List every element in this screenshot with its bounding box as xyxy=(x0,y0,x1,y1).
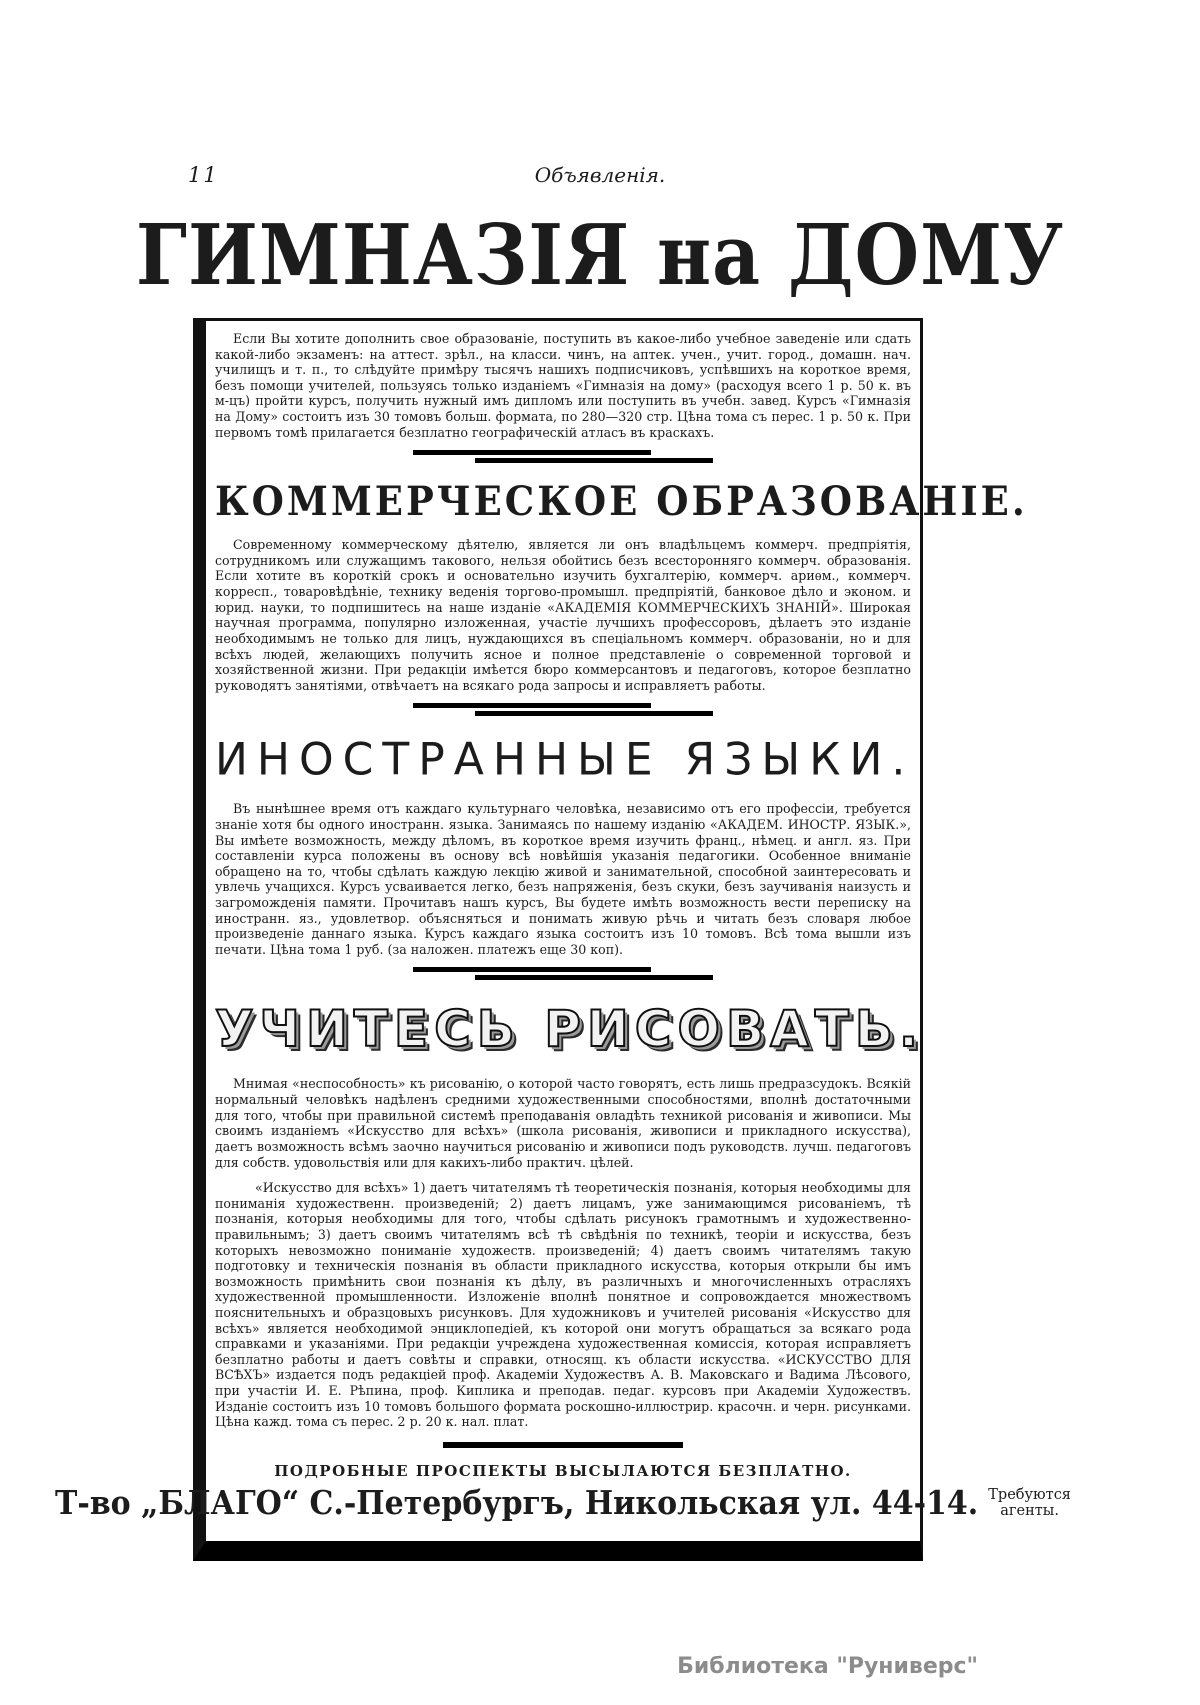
divider-bar xyxy=(413,450,651,455)
agents-line-2: агенты. xyxy=(1000,1503,1059,1520)
divider-bar xyxy=(475,975,713,980)
heading-commerce-education: КОММЕРЧЕСКОЕ ОБРАЗОВАНІЕ. xyxy=(215,477,1028,526)
heading-learn-to-draw: УЧИТЕСЬ РИСОВАТЬ. xyxy=(215,1000,924,1059)
section-divider xyxy=(413,450,713,463)
languages-paragraph: Въ нынѣшнее время отъ каждаго культурнаго человѣка, независимо отъ его профессіи, требуется знаніе хотя бы одного иностранн. языка. Занимаясь по нашему изданію «АКАДЕМ. ИНОСТР. ЯЗЫК.», Вы имѣете возможность, между дѣломъ, въ короткое время изучить франц., нѣмец. и англ. яз. При составленіи курса положены въ основу всѣ новѣйшія указанія педагогики. Особенное вниманіе обращено на то, чтобы сдѣлать каждую лекцію живой и занимательной, способной заинтересовать и увлечь учащихся. Курсъ усваивается легко, безъ напряженія, безъ скуки, безъ заучиванія наизусть и загроможденія памяти. Прочитавъ нашъ курсъ, Вы будете имѣть возможность вести переписку на иностранн. яз., удовлетвор. объясняться и понимать живую рѣчь и читать безъ словаря любое произведеніе даннаго языка. Курсъ каждаго языка состоитъ изъ 10 томовъ. Всѣ тома вышли изъ печати. Цѣна тома 1 руб. (за наложен. платежъ еще 30 коп). xyxy=(215,801,911,957)
section-divider xyxy=(413,967,713,980)
agents-line-1: Требуются xyxy=(988,1486,1071,1503)
ad-main-title: ГИМНАЗІЯ на ДОМУ xyxy=(135,208,1065,305)
running-head xyxy=(0,163,1200,189)
library-watermark: Библиотека "Руниверс" xyxy=(677,1654,978,1679)
publisher-row xyxy=(55,1484,1071,1523)
section-divider xyxy=(413,703,713,716)
prospects-line: ПОДРОБНЫЕ ПРОСПЕКТЫ ВЫСЫЛАЮТСЯ БЕЗПЛАТНО. xyxy=(274,1461,852,1480)
heading-foreign-languages: ИНОСТРАННЫЕ ЯЗЫКИ. xyxy=(215,733,915,786)
drawing-paragraph-2: «Искусство для всѣхъ» 1) даетъ читателямъ тѣ теоретическія познанія, которыя необходимы для пониманія художественн. произведеній; 2) даетъ лицамъ, уже занимающимся рисованіемъ, тѣ познанія, которыя необходимы для того, чтобы сдѣлать рисунокъ грамотнымъ и художественно-правильнымъ; 3) даетъ своимъ читателямъ всѣ тѣ свѣдѣнія по техникѣ, теоріи и искусства, безъ которыхъ невозможно пониманіе художеств. произведеній; 4) даетъ своимъ читателямъ такую подготовку и техническія познанія въ области прикладного искусства, которыя открыли бы имъ возможность примѣнить свои познанія къ дѣлу, въ различныхъ и многочисленныхъ отрасляхъ художественной промышленности. Изложеніе вполнѣ понятное и сопровождается множествомъ пояснительныхъ и образцовыхъ рисунковъ. Для художниковъ и учителей рисованія «Искусство для всѣхъ» является необходимой энциклопедіей, къ которой они могутъ обращаться за всякаго рода справками и указаніями. При редакціи учреждена художественная комиссія, которая исправляетъ безплатно работы и даетъ совѣты и справки, относящ. къ области искусства. «ИСКУССТВО ДЛЯ ВСѢХЪ» издается подъ редакціей проф. Академіи Художествъ А. В. Маковскаго и Вадима Лѣсового, при участіи И. Е. Рѣпина, проф. Киплика и преподав. педаг. курсовъ при Академіи Художествъ. Изданіе состоитъ изъ 10 томовъ большого формата роскошно-иллюстрир. красочн. и черн. рисунками. Цѣна кажд. тома съ перес. 2 р. 20 к. нал. плат. xyxy=(215,1180,911,1430)
running-title: Объявленія. xyxy=(534,163,666,187)
divider-bar xyxy=(475,711,713,716)
commerce-paragraph: Современному коммерческому дѣятелю, является ли онъ владѣльцемъ коммерч. предпріятія, сотрудникомъ или служащимъ такового, нельзя обойтись безъ всесторонняго коммерч. образованія. Если хотите въ короткій срокъ и основательно изучить бухгалтерію, коммерч. ариѳм., коммерч. корресп., товаровѣдѣніе, технику веденія торгово-промышл. предпріятій, банковое дѣло и эконом. и юрид. науки, то подпишитесь на наше изданіе «АКАДЕМІЯ КОММЕРЧЕСКИХЪ ЗНАНІЙ». Широкая научная программа, популярно изложенная, участіе лучшихъ профессоровъ, дѣлаетъ это изданіе необходимымъ не только для лицъ, нуждающихся въ спеціальномъ коммерч. образованіи, но и для всѣхъ людей, желающихъ получить ясное и полное представленіе о современной торговой и хозяйственной жизни. При редакціи имѣется бюро коммерсантовъ и педагоговъ, которое безплатно руководятъ занятіями, отвѣчаетъ на всякаго рода запросы и исправляетъ работы. xyxy=(215,537,911,693)
page-number: 11 xyxy=(188,163,219,187)
divider-bar xyxy=(413,967,651,972)
drawing-paragraph-1: Мнимая «неспособность» къ рисованію, о которой часто говорятъ, есть лишь предразсудокъ. Всякій нормальный человѣкъ надѣленъ средними художественными способностями, вполнѣ достаточными для того, чтобы при правильной системѣ преподаванія овладѣть техникой рисованія и живописи. Мы своимъ изданіемъ «Искусство для всѣхъ» (школа рисованія, живописи и прикладного искусства), даетъ возможность всѣмъ заочно научиться рисованію и живописи подъ руководств. лучш. педагоговъ для собств. удовольствія или для какихъ-либо практич. цѣлей. xyxy=(215,1076,911,1170)
divider-bar xyxy=(443,1442,683,1448)
ad-border-box xyxy=(55,318,1071,1561)
footer-divider xyxy=(443,1442,683,1448)
divider-bar xyxy=(475,458,713,463)
intro-paragraph: Если Вы хотите дополнить свое образованіе, поступить въ какое-либо учебное заведеніе или сдать какой-либо экзаменъ: на аттест. зрѣл., на класси. чинъ, на аптек. учен., учит. город., домашн. нач. училищъ и т. п., то слѣдуйте примѣру тысячъ нашихъ подписчиковъ, успѣвшихъ на короткое время, безъ помощи учителей, пользуясь только изданіемъ «Гимназія на дому» (расходуя всего 1 р. 50 к. въ м-цъ) пройти курсъ, получить нужный имъ дипломъ или поступить въ учебн. завед. Курсъ «Гимназія на Дому» состоитъ изъ 30 томовъ больш. формата, по 280—320 стр. Цѣна тома съ перес. 1 р. 50 к. При первомъ томѣ прилагается безплатно географическій атласъ въ краскахъ. xyxy=(215,331,911,440)
publisher-address: Т-во „БЛАГО“ С.-Петербургъ, Никольская ул. 44-14. xyxy=(55,1484,979,1523)
agents-wanted-note xyxy=(988,1487,1071,1520)
divider-bar xyxy=(413,703,651,708)
